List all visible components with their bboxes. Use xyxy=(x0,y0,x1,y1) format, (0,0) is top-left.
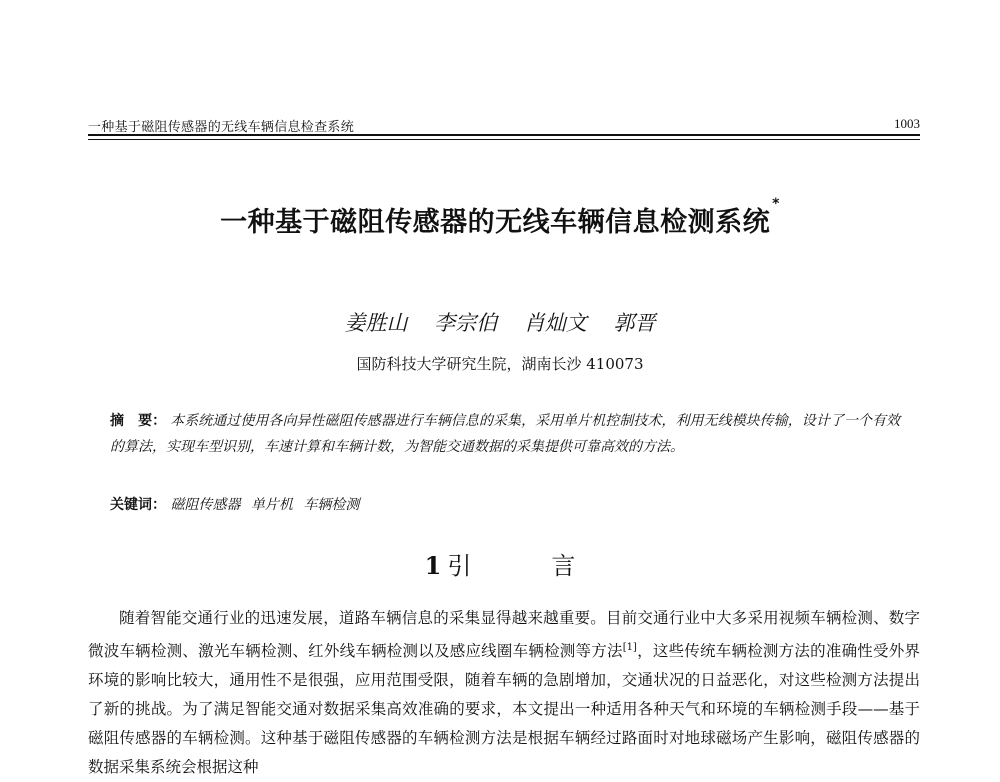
section-title-part: 言 xyxy=(551,552,576,580)
running-title: 一种基于磁阻传感器的无线车辆信息检查系统 xyxy=(88,120,355,135)
header-rule-thin xyxy=(88,139,920,140)
page-number: 1003 xyxy=(894,116,920,131)
paper-title-text: 一种基于磁阻传感器的无线车辆信息检测系统 xyxy=(220,207,771,238)
section-heading xyxy=(0,546,1000,581)
keyword: 磁阻传感器 xyxy=(170,497,241,513)
paper-title xyxy=(0,196,1000,239)
body-paragraph xyxy=(88,604,920,782)
keyword: 单片机 xyxy=(250,497,293,513)
keyword: 车辆检测 xyxy=(303,497,360,513)
section-number: 1 xyxy=(424,551,442,580)
body-text-part: ，这些传统车辆检测方法的准确性受外界环境的影响比较大，通用性不是很强，应用范围受限，随着车辆的急剧增加，交通状况的日益恶化，对这些检测方法提出了新的挑战。为了满足智能交通对数据采集高效准确的要求，本文提出一种适用各种天气和环境的车辆检测手段——基于磁阻传感器的车辆检测。这种基于磁阻传感器的车辆检测方法是根据车辆经过路面时对地球磁场产生影响，磁阻传感器的数据采集系统会根据这种 xyxy=(88,642,920,777)
keywords-label: 关键词： xyxy=(110,497,166,513)
author: 姜胜山 xyxy=(344,311,408,335)
running-header xyxy=(88,112,920,136)
citation: [1] xyxy=(622,642,637,653)
author: 李宗伯 xyxy=(434,311,498,335)
author: 郭晋 xyxy=(613,311,656,335)
author: 肖灿文 xyxy=(523,311,587,335)
keywords xyxy=(110,494,900,516)
body-text-part: 随着智能交通行业的迅速发展，道路车辆信息的采集显得越来越重要。目前交通行业中大多采用视频车辆检测、数字微波车辆检测、激光车辆检测、红外线车辆检测以及感应线圈车辆检测等方法 xyxy=(88,609,920,661)
section-title-part: 引 xyxy=(447,552,472,580)
abstract xyxy=(110,408,900,460)
author-list xyxy=(0,307,1000,337)
title-footnote-mark: * xyxy=(772,196,780,212)
abstract-text: 本系统通过使用各向异性磁阻传感器进行车辆信息的采集，采用单片机控制技术，利用无线模块传输，设计了一个有效的算法，实现车型识别，车速计算和车辆计数，为智能交通数据的采集提供可靠高效的方法。 xyxy=(110,413,901,455)
affiliation: 国防科技大学研究生院，湖南长沙 410073 xyxy=(356,355,644,373)
header-rule-thick xyxy=(88,134,920,136)
abstract-label: 摘 要： xyxy=(110,413,167,429)
